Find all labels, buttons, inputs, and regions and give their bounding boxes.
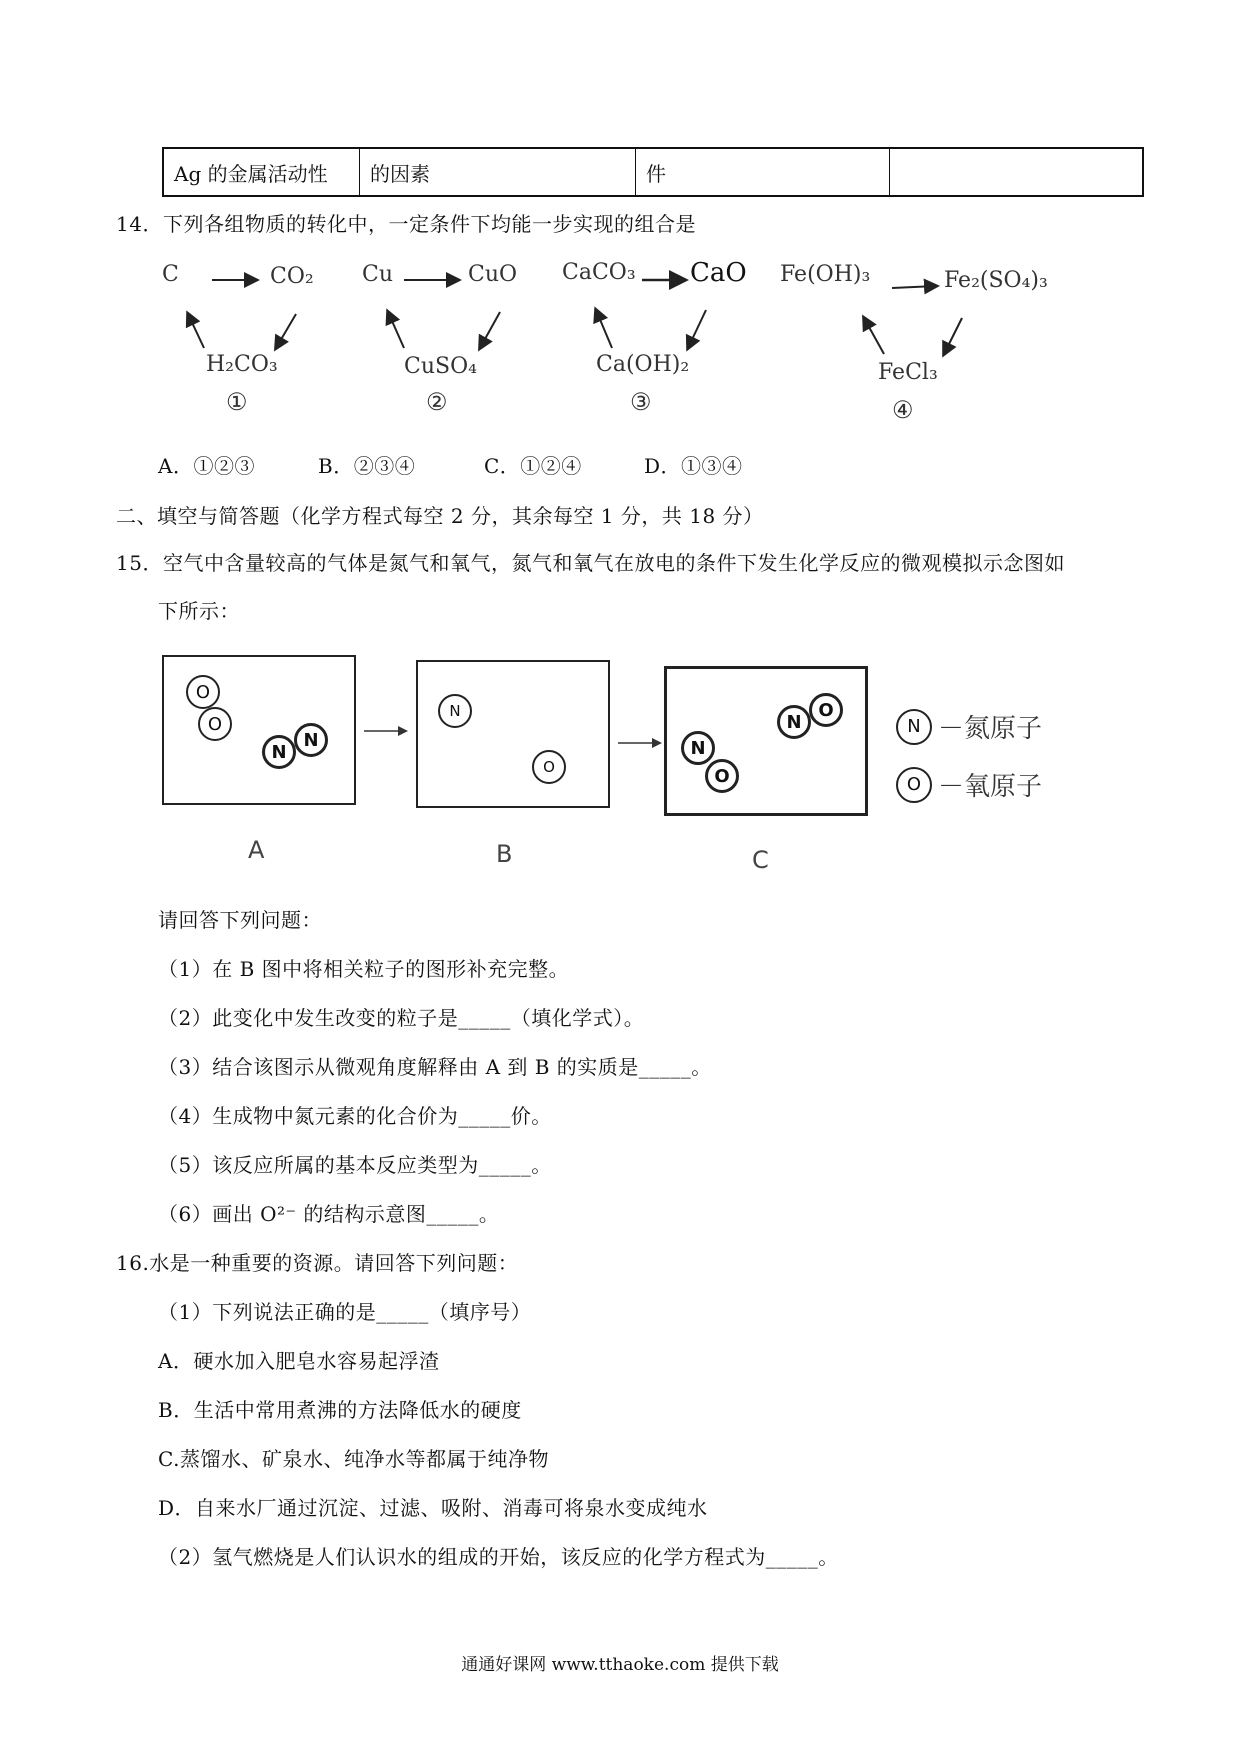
cycle-diagram-4: [780, 262, 1060, 432]
legend-label: －氮原子: [938, 714, 1043, 744]
q15-stem-line2: 下所示：: [158, 599, 240, 623]
cycle-arrows-icon: [360, 262, 530, 392]
nitrogen-atom: N: [438, 694, 472, 728]
oxygen-atom: O: [705, 759, 739, 793]
box-label-c: C: [752, 846, 769, 874]
q15-prompt: 请回答下列问题：: [158, 908, 322, 932]
section-heading: 二、填空与简答题（化学方程式每空 2 分，其余每空 1 分，共 18 分）: [116, 504, 764, 528]
q16-sub1: （1）下列说法正确的是_____（填序号）: [158, 1300, 532, 1324]
q15-item-6: （6）画出 O²⁻ 的结构示意图_____。: [158, 1202, 500, 1226]
oxygen-atom: O: [186, 675, 220, 709]
species-b: CuO: [468, 262, 518, 287]
oxygen-atom: O: [532, 750, 566, 784]
nitrogen-atom: N: [294, 723, 328, 757]
box-label-b: B: [496, 840, 513, 868]
table-cell: [890, 149, 1142, 195]
q16-stem: 16.水是一种重要的资源。请回答下列问题：: [116, 1251, 519, 1275]
model-box-a: [162, 655, 356, 805]
q15-item-2: （2）此变化中发生改变的粒子是_____（填化学式）。: [158, 1006, 645, 1030]
option-a: A．①②③: [158, 454, 255, 478]
arrow-right-icon: [362, 724, 410, 738]
species-b: CO₂: [270, 264, 314, 289]
group-number: ③: [630, 388, 652, 416]
cycle-arrows-icon: [780, 262, 1060, 392]
cycle-diagram-3: [560, 258, 750, 422]
q16-option-a: A．硬水加入肥皂水容易起浮渣: [158, 1349, 440, 1373]
cycle-diagram-2: [360, 262, 530, 422]
model-box-c: [664, 666, 868, 816]
oxygen-atom: O: [809, 693, 843, 727]
legend-label: －氧原子: [938, 772, 1043, 802]
q16-sub2: （2）氢气燃烧是人们认识水的组成的开始，该反应的化学方程式为_____。: [158, 1545, 839, 1569]
species-c: CuSO₄: [404, 354, 477, 379]
q15-item-5: （5）该反应所属的基本反应类型为_____。: [158, 1153, 552, 1177]
oxygen-atom: O: [896, 767, 932, 803]
option-b: B．②③④: [318, 454, 416, 478]
species-c: H₂CO₃: [206, 352, 278, 377]
footer-text: 通通好课网 www.tthaoke.com 提供下载: [461, 1655, 779, 1675]
q15-item-4: （4）生成物中氮元素的化合价为_____价。: [158, 1104, 552, 1128]
species-a: Fe(OH)₃: [780, 262, 871, 287]
table-cell: Ag 的金属活动性: [164, 149, 360, 195]
species-b: CaO: [690, 258, 747, 288]
species-c: FeCl₃: [878, 360, 938, 385]
species-b: Fe₂(SO₄)₃: [944, 268, 1048, 293]
box-label-a: A: [248, 836, 265, 864]
q15-item-3: （3）结合该图示从微观角度解释由 A 到 B 的实质是_____。: [158, 1055, 712, 1079]
species-c: Ca(OH)₂: [596, 352, 690, 377]
q14-stem: 14．下列各组物质的转化中，一定条件下均能一步实现的组合是: [116, 212, 696, 236]
option-c: C．①②④: [484, 454, 582, 478]
table-cell: 的因素: [360, 149, 636, 195]
table-fragment-row: [162, 147, 1144, 197]
species-a: C: [162, 262, 179, 287]
cycle-arrows-icon: [560, 258, 750, 388]
q15-item-1: （1）在 B 图中将相关粒子的图形补充完整。: [158, 957, 570, 981]
q15-stem-line1: 15．空气中含量较高的气体是氮气和氧气，氮气和氧气在放电的条件下发生化学反应的微观模拟示念图如: [116, 551, 1065, 575]
species-a: CaCO₃: [562, 260, 636, 285]
q16-option-c: C.蒸馏水、矿泉水、纯净水等都属于纯净物: [158, 1447, 549, 1471]
q16-option-b: B．生活中常用煮沸的方法降低水的硬度: [158, 1398, 522, 1422]
model-box-b: [416, 660, 610, 808]
oxygen-atom: O: [198, 707, 232, 741]
legend-nitrogen: [896, 708, 1042, 745]
group-number: ②: [426, 388, 448, 416]
nitrogen-atom: N: [262, 735, 296, 769]
species-a: Cu: [362, 262, 394, 287]
arrow-right-icon: [616, 736, 664, 750]
table-cell: 件: [636, 149, 890, 195]
legend-oxygen: [896, 766, 1042, 803]
option-d: D．①③④: [644, 454, 743, 478]
q16-option-d: D．自来水厂通过沉淀、过滤、吸附、消毒可将泉水变成纯水: [158, 1496, 708, 1520]
nitrogen-atom: N: [681, 731, 715, 765]
group-number: ④: [892, 396, 914, 424]
cycle-arrows-icon: [160, 262, 310, 392]
nitrogen-atom: N: [777, 705, 811, 739]
cycle-diagram-1: [160, 262, 314, 422]
group-number: ①: [226, 388, 248, 416]
nitrogen-atom: N: [896, 709, 932, 745]
